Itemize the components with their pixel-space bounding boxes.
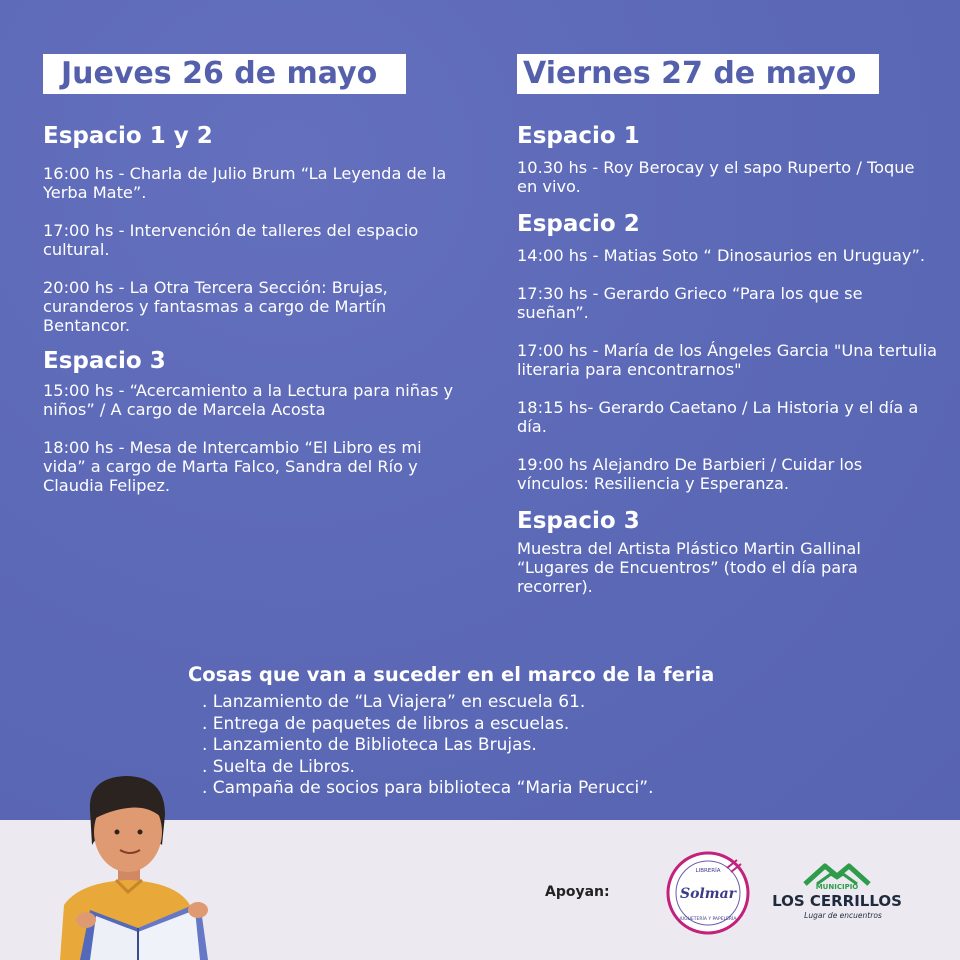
list-item: . Lanzamiento de “La Viajera” en escuela 61.: [202, 692, 586, 712]
solmar-logo: [665, 850, 751, 936]
section-title: Espacio 2: [517, 211, 640, 237]
events-list: [202, 692, 714, 800]
schedule-item: 18:15 hs- Gerardo Caetano / La Historia y el día a día.: [517, 398, 919, 436]
schedule-item: 17:30 hs - Gerardo Grieco “Para los que se sueñan”.: [517, 284, 863, 322]
los-cerrillos-logo: [765, 858, 905, 928]
section-title: Espacio 1 y 2: [43, 123, 213, 149]
sponsors-label: Apoyan:: [545, 884, 610, 900]
events-list-title: Cosas que van a suceder en el marco de la feria: [188, 663, 715, 686]
list-item: . Entrega de paquetes de libros a escuelas.: [202, 713, 570, 734]
schedule-item: Muestra del Artista Plástico Martin Gallinal “Lugares de Encuentros” (todo el día para recorrer).: [517, 539, 861, 596]
section-title: Espacio 3: [517, 508, 640, 534]
svg-text:MUNICIPIO: MUNICIPIO: [815, 883, 859, 891]
day1-title: Jueves 26 de mayo: [43, 54, 406, 94]
schedule-item: 10.30 hs - Roy Berocay y el sapo Ruperto / Toque en vivo.: [517, 158, 915, 196]
svg-text:LOS CERRILLOS: LOS CERRILLOS: [772, 892, 902, 910]
schedule-item: 15:00 hs - “Acercamiento a la Lectura para niñas y niños” / A cargo de Marcela Acosta: [43, 381, 454, 419]
svg-text:JUGUETERÍA Y PAPELERÍA: JUGUETERÍA Y PAPELERÍA: [679, 917, 737, 922]
section-title: Espacio 1: [517, 123, 640, 149]
svg-text:Solmar: Solmar: [679, 886, 737, 902]
day2-title: Viernes 27 de mayo: [517, 54, 879, 94]
schedule-item: 14:00 hs - Matias Soto “ Dinosaurios en Uruguay”.: [517, 246, 926, 265]
schedule-item: 16:00 hs - Charla de Julio Brum “La Leyenda de la Yerba Mate”.: [43, 164, 447, 202]
schedule-item: 17:00 hs - Intervención de talleres del espacio cultural.: [43, 221, 419, 259]
section-title: Espacio 3: [43, 348, 166, 374]
list-item: . Campaña de socios para biblioteca “Maria Perucci”.: [202, 778, 654, 798]
schedule-item: 19:00 hs Alejandro De Barbieri / Cuidar los vínculos: Resiliencia y Esperanza.: [517, 455, 863, 493]
svg-text:LIBRERÍA: LIBRERÍA: [695, 868, 721, 874]
schedule-item: 20:00 hs - La Otra Tercera Sección: Brujas, curanderos y fantasmas a cargo de Martín Bentancor.: [43, 278, 388, 335]
list-item: . Suelta de Libros.: [202, 756, 355, 777]
svg-text:Lugar de encuentros: Lugar de encuentros: [804, 911, 882, 920]
schedule-item: 17:00 hs - María de los Ángeles Garcia "Una tertulia literaria para encontrarnos": [517, 341, 938, 379]
schedule-item: 18:00 hs - Mesa de Intercambio “El Libro es mi vida” a cargo de Marta Falco, Sandra del Río y Claudia Felipez.: [43, 438, 422, 495]
reading-child-illustration: [50, 770, 220, 960]
events-list-block: [188, 662, 714, 800]
day1-schedule: [43, 122, 463, 495]
list-item: . Lanzamiento de Biblioteca Las Brujas.: [202, 735, 537, 755]
day2-schedule: [517, 122, 937, 596]
